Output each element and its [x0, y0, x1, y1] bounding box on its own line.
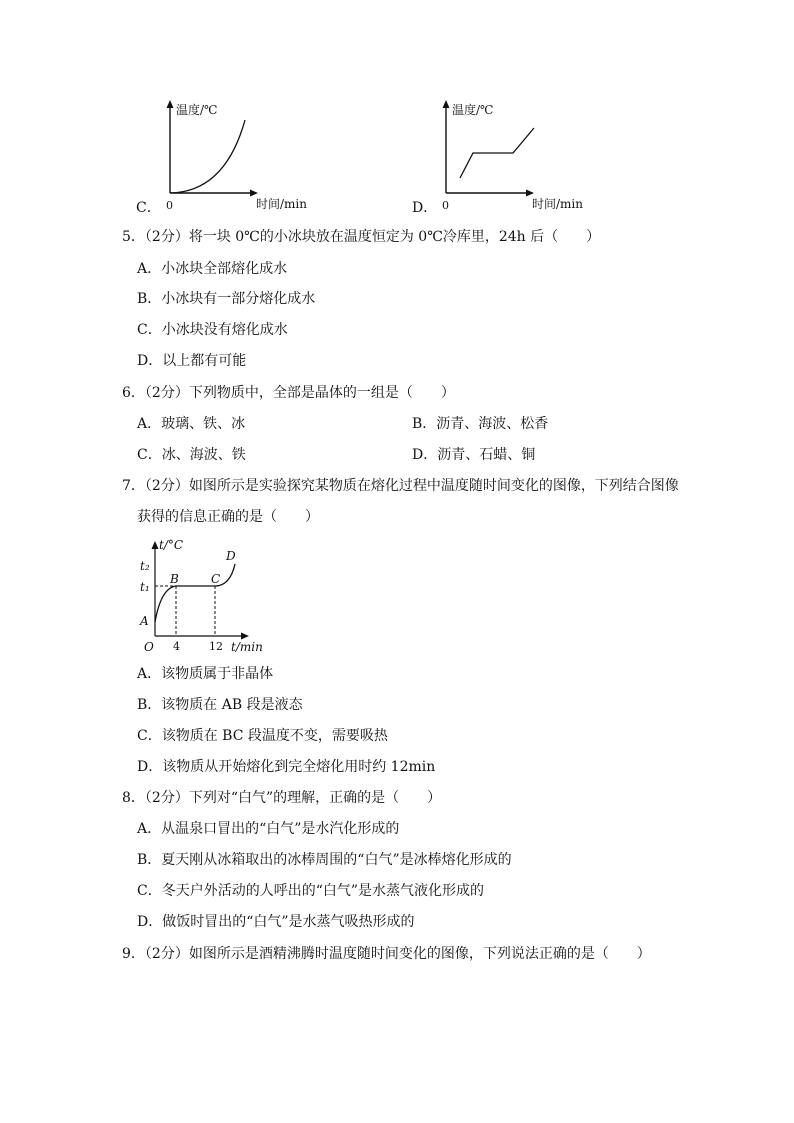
graph-d-x-arrow	[526, 190, 534, 197]
q7-x-arrow	[241, 633, 249, 640]
question-8-option-d: D．做饭时冒出的“白气”是水蒸气吸热形成的	[137, 914, 415, 930]
q7-point-c: C	[211, 572, 221, 586]
question-7-option-b: B．该物质在 AB 段是液态	[137, 697, 303, 713]
q7-x-label: t/min	[231, 640, 263, 654]
question-7-stem-line1: 7．（2分）如图所示是实验探究某物质在熔化过程中温度随时间变化的图像，下列结合图像	[122, 478, 679, 494]
graph-d-option-label: D．	[412, 200, 438, 216]
q7-y-arrow	[152, 541, 159, 549]
q7-curve	[155, 564, 235, 622]
question-6-option-a: A．玻璃、铁、冰	[137, 416, 246, 432]
question-6-stem: 6．（2分）下列物质中，全部是晶体的一组是（ ）	[122, 385, 455, 401]
graph-d-y-arrow	[443, 100, 450, 108]
question-7-option-c: C．该物质在 BC 段温度不变，需要吸热	[137, 728, 388, 744]
question-5-option-a: A．小冰块全部熔化成水	[137, 261, 288, 277]
graph-c-option-label: C．	[136, 200, 161, 216]
graph-c-y-arrow	[167, 100, 174, 108]
question-6-option-b: B．沥青、海波、松香	[412, 416, 549, 432]
question-8-option-b: B．夏天刚从冰箱取出的冰棒周围的“白气”是冰棒熔化形成的	[137, 852, 512, 868]
question-7-option-a: A．该物质属于非晶体	[137, 666, 274, 682]
question-8-option-c: C．冬天户外活动的人呼出的“白气”是水蒸气液化形成的	[137, 883, 485, 899]
question-6-option-d: D．沥青、石蜡、铜	[412, 447, 536, 463]
question-6-option-c: C．冰、海波、铁	[137, 447, 246, 463]
question-5-option-d: D．以上都有可能	[137, 353, 247, 369]
graph-d-y-label: 温度/℃	[452, 103, 494, 117]
question-5-option-b: B．小冰块有一部分熔化成水	[137, 291, 316, 307]
question-8-option-a: A．从温泉口冒出的“白气”是水汽化形成的	[137, 821, 400, 837]
q7-t1-label: t₁	[140, 580, 150, 594]
graph-d-origin: 0	[442, 199, 449, 212]
q7-origin: O	[144, 640, 154, 654]
graph-c-curve	[170, 120, 245, 193]
question-7-graph-svg	[130, 536, 270, 656]
question-7-option-d: D．该物质从开始熔化到完全熔化用时约 12min	[137, 759, 436, 775]
question-5-option-c: C．小冰块没有熔化成水	[137, 322, 288, 338]
graph-c-y-label: 温度/℃	[176, 103, 218, 117]
graph-d-curve	[460, 128, 534, 178]
question-7-stem-line2: 获得的信息正确的是（ ）	[137, 509, 319, 525]
q7-y-label: t/°C	[159, 538, 184, 552]
q7-point-d: D	[226, 549, 236, 563]
graph-c-x-arrow	[250, 190, 258, 197]
graph-c-origin: 0	[166, 199, 173, 212]
graph-c-x-label: 时间/min	[256, 197, 307, 211]
q7-point-b: B	[170, 572, 179, 586]
question-9-stem: 9．（2分）如图所示是酒精沸腾时温度随时间变化的图像，下列说法正确的是（ ）	[122, 946, 651, 962]
q7-t2-label: t₂	[140, 559, 150, 573]
q7-point-a: A	[140, 614, 149, 628]
question-8-stem: 8．（2分）下列对“白气”的理解，正确的是（ ）	[122, 790, 442, 806]
question-5-stem: 5．（2分）将一块 0℃的小冰块放在温度恒定为 0℃冷库里，24h 后（ ）	[122, 229, 601, 245]
q7-x-tick-12: 12	[209, 640, 223, 653]
graph-d-x-label: 时间/min	[532, 197, 583, 211]
q7-x-tick-4: 4	[173, 640, 180, 653]
